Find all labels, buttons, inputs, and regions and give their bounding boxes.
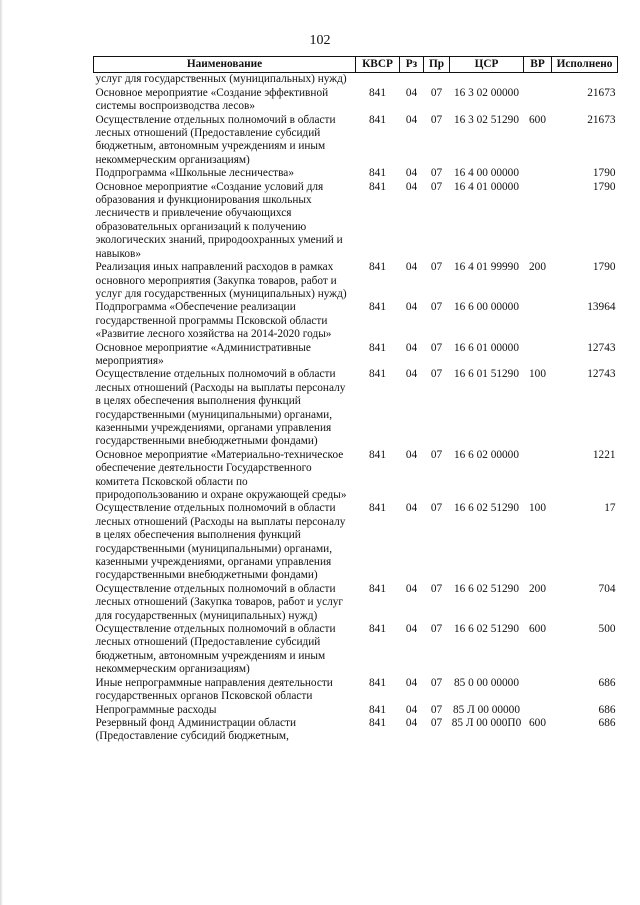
row-csr: 16 6 00 00000 xyxy=(454,301,519,314)
row-rz xyxy=(400,73,424,87)
table-row xyxy=(94,87,618,114)
row-name: Подпрограмма «Обеспечение реализации государственной программы Псковской области «Развитие лесного хозяйства на 2014-2020 годы» xyxy=(95,301,332,341)
row-kvsr: 841 xyxy=(369,261,386,274)
row-pr: 07 xyxy=(430,261,443,274)
row-name: Подпрограмма «Школьные лесничества» xyxy=(95,167,294,180)
header-executed: Исполнено xyxy=(552,57,618,73)
row-csr: 85 Л 00 000П0 xyxy=(451,716,522,729)
row-rz: 04 xyxy=(405,448,418,461)
row-csr: 85 0 00 00000 xyxy=(454,676,519,689)
row-name: Непрограммные расходы xyxy=(95,703,217,716)
row-pr: 07 xyxy=(430,582,443,595)
table-row xyxy=(94,114,618,168)
row-name: Основное мероприятие «Административные мероприятия» xyxy=(95,341,311,367)
row-csr xyxy=(450,73,524,87)
row-executed: 500 xyxy=(598,623,616,636)
row-vr: 200 xyxy=(529,582,546,595)
row-vr: 600 xyxy=(529,113,546,126)
row-vr: 100 xyxy=(529,368,546,381)
header-name: Наименование xyxy=(94,57,356,73)
table-row xyxy=(94,368,618,448)
table-row xyxy=(94,502,618,582)
row-pr: 07 xyxy=(430,86,443,99)
row-kvsr: 841 xyxy=(369,86,386,99)
row-kvsr: 841 xyxy=(369,167,386,180)
row-kvsr: 841 xyxy=(369,301,386,314)
row-csr: 16 6 01 51290 xyxy=(454,368,519,381)
table-row xyxy=(94,261,618,301)
row-vr xyxy=(524,449,552,503)
row-csr: 16 6 02 51290 xyxy=(454,582,519,595)
row-csr: 16 3 02 51290 xyxy=(454,113,519,126)
table-row xyxy=(94,167,618,180)
row-executed: 1790 xyxy=(592,261,616,274)
row-rz: 04 xyxy=(405,261,418,274)
row-pr: 07 xyxy=(430,703,443,716)
row-csr: 16 6 01 00000 xyxy=(454,341,519,354)
row-rz: 04 xyxy=(405,113,418,126)
row-vr xyxy=(524,342,552,369)
row-pr: 07 xyxy=(430,676,443,689)
row-vr xyxy=(524,704,552,717)
row-csr: 16 6 02 51290 xyxy=(454,502,519,515)
row-vr xyxy=(524,167,552,180)
row-csr: 16 4 01 00000 xyxy=(454,180,519,193)
row-pr: 07 xyxy=(430,180,443,193)
table-row xyxy=(94,449,618,503)
header-csr: ЦСР xyxy=(450,57,524,73)
row-kvsr: 841 xyxy=(369,180,386,193)
row-rz: 04 xyxy=(405,341,418,354)
row-pr: 07 xyxy=(430,716,443,729)
row-vr: 600 xyxy=(529,716,546,729)
row-rz: 04 xyxy=(405,301,418,314)
row-pr: 07 xyxy=(430,301,443,314)
row-executed: 1790 xyxy=(592,167,616,180)
table-row xyxy=(94,73,618,87)
row-executed: 704 xyxy=(598,582,616,595)
row-kvsr: 841 xyxy=(369,113,386,126)
row-pr: 07 xyxy=(430,167,443,180)
row-name: Иные непрограммные направления деятельности государственных органов Псковской области xyxy=(95,676,333,703)
row-kvsr xyxy=(356,73,400,87)
row-name: Осуществление отдельных полномочий в области лесных отношений (Закупка товаров, работ и услуг для государственных (муниципальных) нужд) xyxy=(95,582,344,622)
row-executed: 1790 xyxy=(592,180,616,193)
row-kvsr: 841 xyxy=(369,703,386,716)
row-vr xyxy=(524,301,552,341)
row-vr xyxy=(524,87,552,114)
row-rz: 04 xyxy=(405,716,418,729)
row-pr xyxy=(424,73,450,87)
row-name: Резервный фонд Администрации области (Предоставление субсидий бюджетным, xyxy=(95,716,297,743)
header-kvsr: КВСР xyxy=(356,57,400,73)
row-name: Основное мероприятие «Создание эффективной системы воспроизводства лесов» xyxy=(95,86,329,113)
table-row xyxy=(94,181,618,261)
row-vr xyxy=(524,73,552,87)
row-vr xyxy=(524,181,552,261)
row-rz: 04 xyxy=(405,502,418,515)
table-row xyxy=(94,583,618,623)
row-name: Осуществление отдельных полномочий в области лесных отношений (Предоставление субсидий бюджетным, автономным учреждениям и иным некоммерческим организациям) xyxy=(95,113,336,166)
row-pr: 07 xyxy=(430,623,443,636)
scan-edge xyxy=(0,0,3,905)
table-body xyxy=(94,73,618,744)
row-kvsr: 841 xyxy=(369,502,386,515)
row-rz: 04 xyxy=(405,623,418,636)
row-executed: 12743 xyxy=(587,368,616,381)
row-rz: 04 xyxy=(405,703,418,716)
row-name: услуг для государственных (муниципальных) нужд) xyxy=(95,73,347,86)
row-kvsr: 841 xyxy=(369,368,386,381)
table-row xyxy=(94,301,618,341)
row-executed: 1221 xyxy=(592,448,616,461)
row-executed: 686 xyxy=(598,676,616,689)
row-csr: 16 3 02 00000 xyxy=(454,86,519,99)
row-csr: 16 6 02 51290 xyxy=(454,623,519,636)
row-executed: 17 xyxy=(604,502,616,515)
table-header-row xyxy=(94,57,618,73)
row-rz: 04 xyxy=(405,86,418,99)
row-name: Основное мероприятие «Материально-техническое обеспечение деятельности Государственного комитета Псковской области по природопользованию и охране окружающей среды» xyxy=(95,448,347,501)
row-kvsr: 841 xyxy=(369,582,386,595)
table-row xyxy=(94,677,618,704)
row-name: Осуществление отдельных полномочий в области лесных отношений (Расходы на выплаты персоналу в целях обеспечения выполнения функций государственными (муниципальными) органами, казенными учреждениями, органами управления государственными внебюджетными фондами) xyxy=(95,502,346,582)
row-name: Реализация иных направлений расходов в рамках основного мероприятия (Закупка товаров, работ и услуг для государственных (муниципальных) нужд) xyxy=(95,261,347,300)
row-pr: 07 xyxy=(430,368,443,381)
header-pr: Пр xyxy=(424,57,450,73)
row-executed: 21673 xyxy=(587,86,616,99)
table-row xyxy=(94,717,618,744)
row-rz: 04 xyxy=(405,676,418,689)
row-name: Осуществление отдельных полномочий в области лесных отношений (Расходы на выплаты персоналу в целях обеспечения выполнения функций государственными (муниципальными) органами, казенными учреждениями, органами управления государственными внебюджетными фондами) xyxy=(95,368,346,448)
row-rz: 04 xyxy=(405,180,418,193)
row-csr: 16 4 01 99990 xyxy=(454,261,519,274)
row-kvsr: 841 xyxy=(369,448,386,461)
header-rz: Рз xyxy=(400,57,424,73)
row-kvsr: 841 xyxy=(369,623,386,636)
header-vr: ВР xyxy=(524,57,552,73)
row-executed xyxy=(552,73,618,87)
table-row xyxy=(94,623,618,677)
row-vr: 200 xyxy=(529,261,546,274)
row-csr: 16 4 00 00000 xyxy=(454,167,519,180)
row-pr: 07 xyxy=(430,341,443,354)
page-number: 102 xyxy=(309,33,331,48)
row-executed: 686 xyxy=(598,703,616,716)
row-kvsr: 841 xyxy=(369,341,386,354)
row-rz: 04 xyxy=(405,167,418,180)
row-executed: 12743 xyxy=(587,341,616,354)
row-vr: 600 xyxy=(529,623,546,636)
row-executed: 686 xyxy=(598,716,616,729)
table-row xyxy=(94,704,618,717)
budget-table xyxy=(93,56,618,744)
table-row xyxy=(94,342,618,369)
row-name: Осуществление отдельных полномочий в области лесных отношений (Предоставление субсидий бюджетным, автономным учреждениям и иным некоммерческим организациям) xyxy=(95,623,336,676)
row-kvsr: 841 xyxy=(369,676,386,689)
row-vr: 100 xyxy=(529,502,546,515)
row-vr xyxy=(524,677,552,704)
row-pr: 07 xyxy=(430,113,443,126)
row-executed: 21673 xyxy=(587,113,616,126)
row-rz: 04 xyxy=(405,368,418,381)
row-kvsr: 841 xyxy=(369,716,386,729)
row-pr: 07 xyxy=(430,502,443,515)
row-executed: 13964 xyxy=(587,301,616,314)
row-csr: 85 Л 00 00000 xyxy=(453,703,520,716)
row-csr: 16 6 02 00000 xyxy=(454,448,519,461)
row-pr: 07 xyxy=(430,448,443,461)
row-name: Основное мероприятие «Создание условий для образования и функционирования школьных лесничеств и привлечение обучающихся образовательных организаций к получению экологических знаний, природоохранных умений и навыков» xyxy=(95,180,343,260)
row-rz: 04 xyxy=(405,582,418,595)
